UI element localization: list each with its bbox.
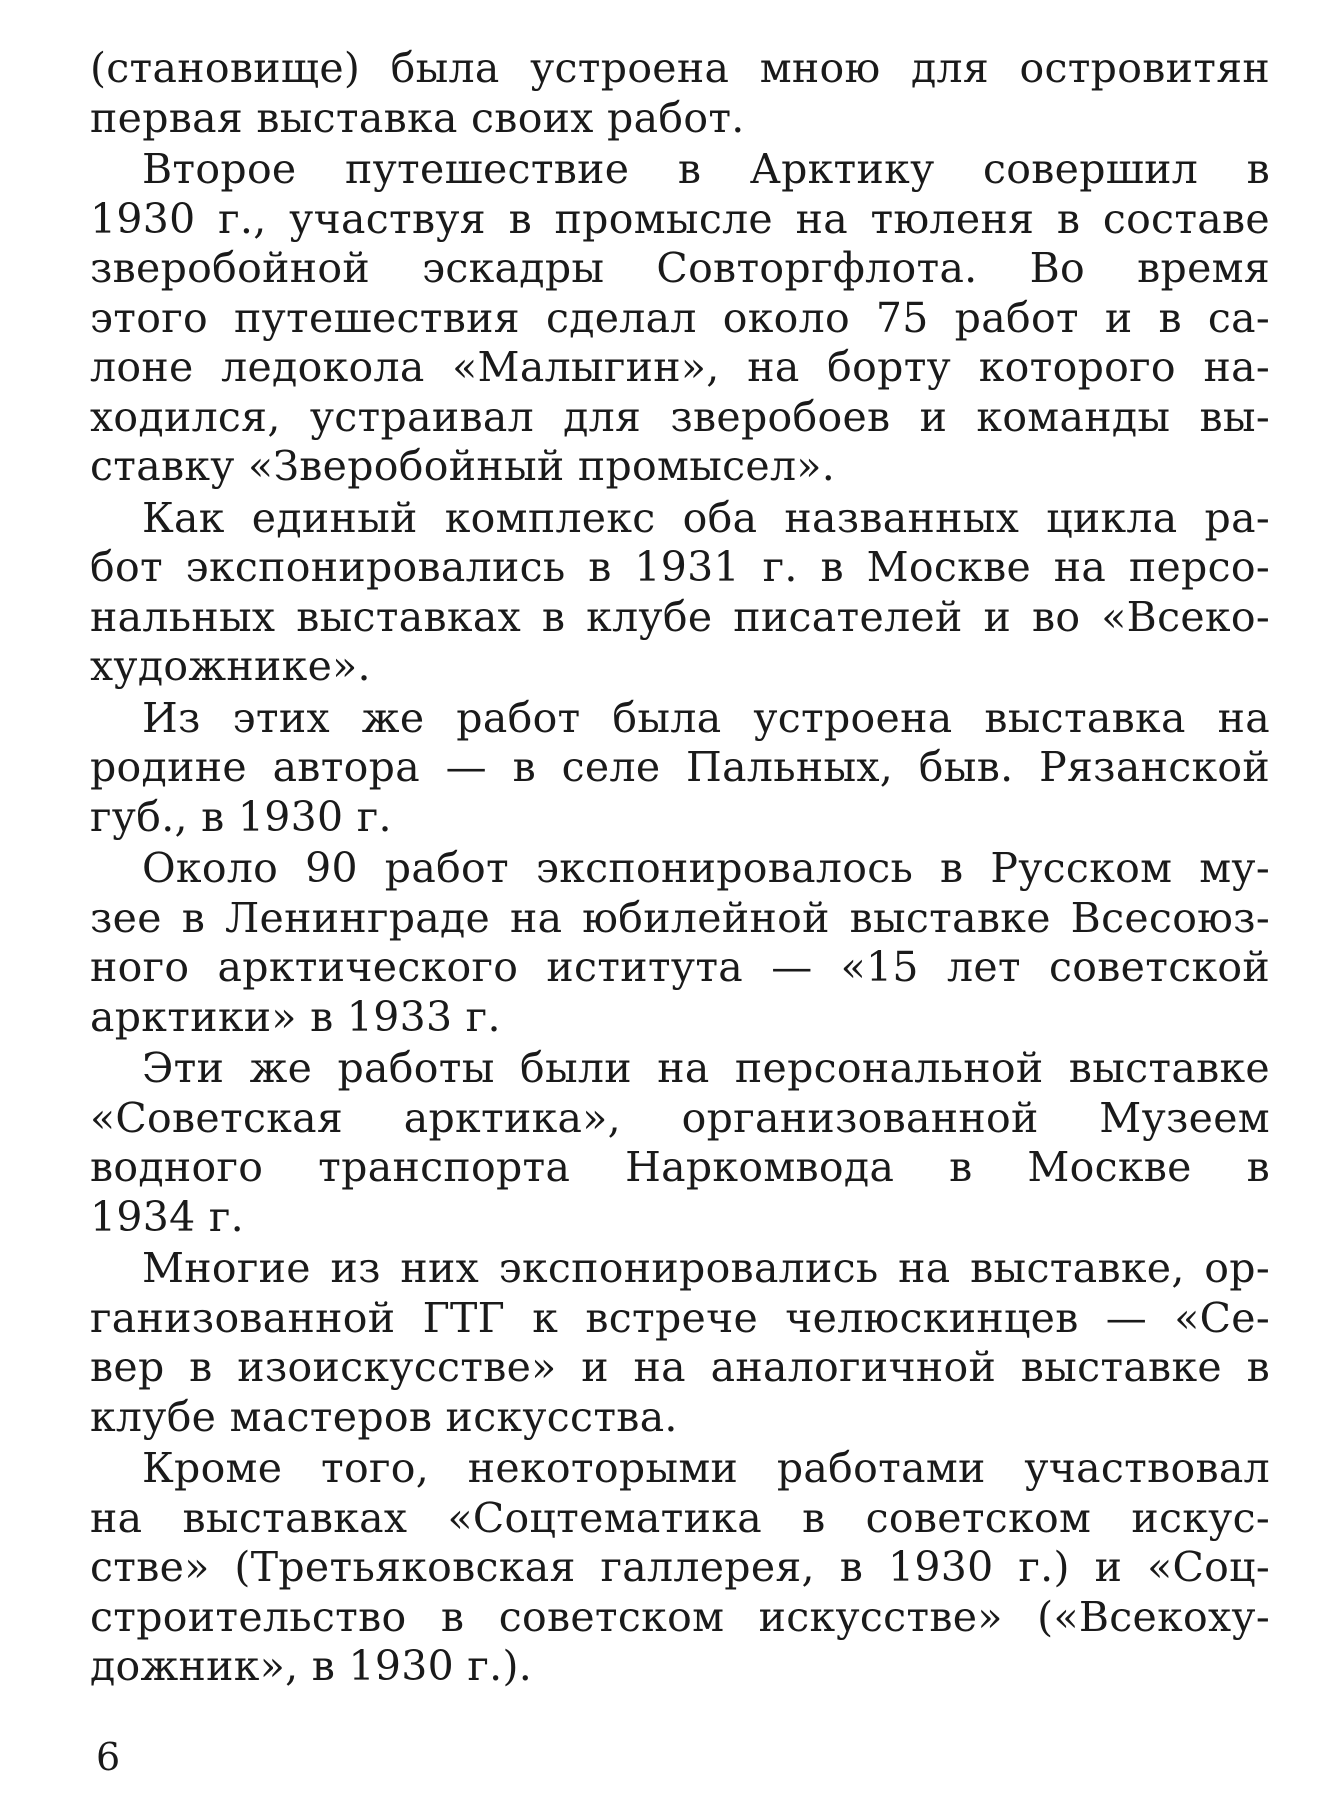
- page-text-body: [90, 44, 1270, 1744]
- text-line: ставку «Зверобойный промысел».: [90, 442, 836, 490]
- text-line: губ., в 1930 г.: [90, 792, 392, 841]
- text-line: Многие из них экспонировались на выставке, ор-: [142, 1244, 1270, 1292]
- text-line: строительство в советском искусстве» («Всекоху-: [90, 1592, 1270, 1641]
- text-line: лоне ледокола «Малыгин», на борту которого на-: [90, 343, 1270, 391]
- paragraph-5: [90, 844, 1270, 1042]
- text-line: зверобойной эскадры Совторгфлота. Во время: [90, 244, 1270, 292]
- text-line: клубе мастеров искусства.: [90, 1392, 678, 1441]
- text-line: дожник», в 1930 г.).: [90, 1642, 533, 1690]
- text-line: зее в Ленинграде на юбилейной выставке Всесоюз-: [90, 893, 1270, 942]
- paragraph-4: [90, 694, 1270, 843]
- text-line: ганизованной ГТГ к встрече челюскинцев — «Се-: [90, 1293, 1270, 1342]
- text-line: ного арктического иститута — «15 лет советской: [90, 943, 1270, 991]
- page-number: 6: [96, 1735, 121, 1779]
- paragraph-8: [90, 1444, 1270, 1692]
- paragraph-3: [90, 494, 1270, 692]
- text-line: «Советская арктика», организованной Музеем: [90, 1093, 1270, 1142]
- text-line: нальных выставках в клубе писателей и во «Всеко-: [90, 592, 1270, 641]
- text-line: Около 90 работ экспонировалось в Русском му-: [142, 844, 1270, 892]
- text-line: этого путешествия сделал около 75 работ и в са-: [90, 293, 1270, 342]
- paragraph-1: [90, 44, 1270, 143]
- text-line: 1934 г.: [90, 1192, 244, 1241]
- text-line: художнике».: [90, 642, 371, 690]
- text-line: на выставках «Соцтематика в советском искус-: [90, 1493, 1270, 1542]
- text-line: Кроме того, некоторыми работами участвовал: [142, 1444, 1270, 1492]
- text-line: Эти же работы были на персональной выставке: [142, 1044, 1270, 1092]
- text-line: арктики» в 1933 г.: [90, 992, 501, 1041]
- text-line: бот экспонировались в 1931 г. в Москве на персо-: [90, 543, 1270, 591]
- text-line: родине автора — в селе Пальных, быв. Рязанской: [90, 743, 1270, 791]
- text-line: ходился, устраивал для зверобоев и команды вы-: [90, 392, 1270, 441]
- paragraph-6: [90, 1044, 1270, 1242]
- text-line: стве» (Третьяковская галлерея, в 1930 г.) и «Соц-: [90, 1543, 1270, 1591]
- text-line: вер в изоискусстве» и на аналогичной выставке в: [90, 1343, 1270, 1391]
- text-line: Из этих же работ была устроена выставка на: [142, 693, 1270, 742]
- text-line: водного транспорта Наркомвода в Москве в: [90, 1143, 1270, 1191]
- paragraph-2: [90, 145, 1270, 492]
- text-line: (становище) была устроена мною для островитян: [90, 44, 1270, 92]
- text-line: Как единый комплекс оба названных цикла ра-: [142, 493, 1270, 542]
- text-line: Второе путешествие в Арктику совершил в: [142, 145, 1270, 193]
- paragraph-7: [90, 1244, 1270, 1442]
- text-line: первая выставка своих работ.: [90, 93, 745, 142]
- text-line: 1930 г., участвуя в промысле на тюленя в составе: [90, 194, 1270, 243]
